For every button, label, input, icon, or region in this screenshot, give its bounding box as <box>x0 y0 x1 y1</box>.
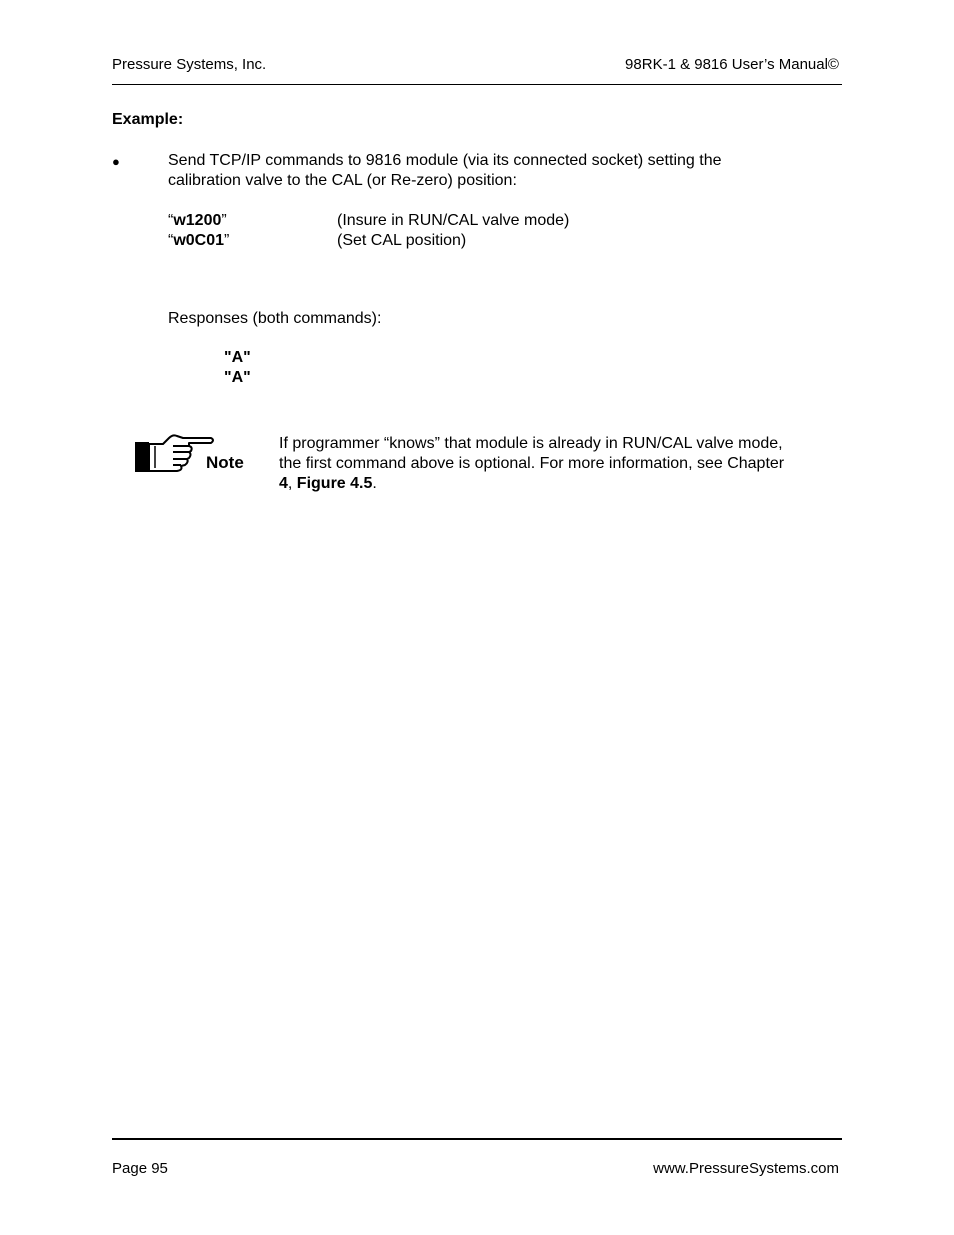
note-figure-ref: Figure 4.5 <box>296 475 373 492</box>
note-text-line-3 <box>279 474 377 494</box>
command-open-quote: “ <box>168 232 174 249</box>
header-manual-title: 98RK-1 & 9816 User’s Manual© <box>625 56 839 73</box>
command-row <box>168 211 227 231</box>
footer-website: www.PressureSystems.com <box>653 1160 839 1177</box>
response-value: "A" <box>224 349 251 366</box>
command-code: w0C01 <box>173 232 225 249</box>
command-row <box>168 231 229 251</box>
command-close-quote: ” <box>224 232 230 249</box>
note-label: Note <box>206 453 244 472</box>
bullet-text-line-2: calibration valve to the CAL (or Re-zero) position: <box>168 172 517 189</box>
note-period: . <box>372 475 377 492</box>
footer-rule <box>112 1138 842 1140</box>
response-value: "A" <box>224 369 251 386</box>
command-open-quote: “ <box>168 212 174 229</box>
note-text-line-2: the first command above is optional. For more information, see Chapter <box>279 455 785 472</box>
header-company: Pressure Systems, Inc. <box>112 56 267 73</box>
responses-label: Responses (both commands): <box>168 310 382 327</box>
example-heading: Example: <box>112 111 184 128</box>
note-text-line-1: If programmer “knows” that module is already in RUN/CAL valve mode, <box>279 435 783 452</box>
command-description: (Insure in RUN/CAL valve mode) <box>337 212 570 229</box>
command-description: (Set CAL position) <box>337 232 467 249</box>
footer-page-number: Page 95 <box>112 1160 168 1177</box>
note-icon <box>133 432 217 474</box>
pointing-hand-icon <box>133 432 217 474</box>
command-close-quote: ” <box>221 212 227 229</box>
note-separator: , <box>287 475 297 492</box>
bullet-text-line-1: Send TCP/IP commands to 9816 module (via its connected socket) setting the <box>168 152 722 169</box>
header-rule <box>112 84 842 85</box>
bullet-marker: ● <box>112 154 120 169</box>
note-chapter-ref: 4 <box>279 475 288 492</box>
command-code: w1200 <box>173 212 222 229</box>
